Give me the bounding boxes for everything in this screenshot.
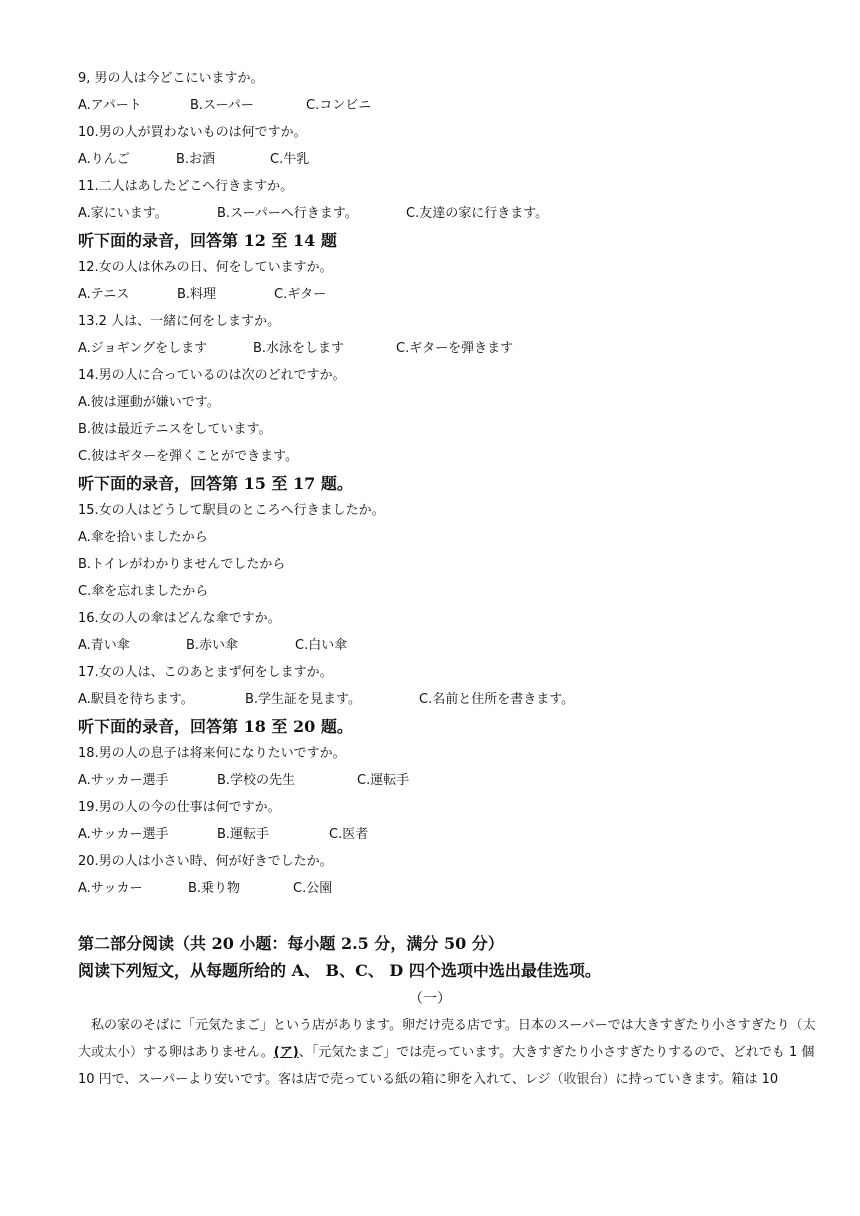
option-b: B.乗り物 bbox=[188, 881, 241, 896]
question-15: 15.女の人はどうして駅員のところへ行きましたか。 bbox=[78, 503, 385, 518]
option-c: C.ギターを弾きます bbox=[396, 341, 514, 356]
option-c: C.コンビニ bbox=[306, 98, 372, 113]
option-c: C.ギター bbox=[274, 287, 327, 302]
option-b: B.学校の先生 bbox=[217, 773, 296, 788]
option-a: A.りんご bbox=[78, 152, 130, 167]
option-a: A.サッカー選手 bbox=[78, 773, 169, 788]
passage-text: 私の家のそばに「元気たまご」という店があります。卵だけ売る店です。日本のスーパーでは大きすぎたり小さすぎたり bbox=[78, 1018, 790, 1033]
option-c: C.医者 bbox=[329, 827, 369, 842]
option-c: C.友達の家に行きます。 bbox=[406, 206, 549, 221]
passage-number: （一） bbox=[409, 991, 451, 1007]
section-heading: 听下面的录音，回答第 12 至 14 题 bbox=[78, 231, 337, 250]
question-10: 10.男の人が買わないものは何ですか。 bbox=[78, 125, 307, 140]
option-b: B.スーパー bbox=[190, 98, 254, 113]
option-b: B.水泳をします bbox=[253, 341, 345, 356]
question-11: 11.二人はあしたどこへ行きますか。 bbox=[78, 179, 294, 194]
option-b: B.スーパーへ行きます。 bbox=[217, 206, 358, 221]
passage-gloss: （收银台） bbox=[550, 1072, 616, 1087]
option-a: A.青い傘 bbox=[78, 638, 130, 653]
option-a: A.駅員を待ちます。 bbox=[78, 692, 194, 707]
question-12: 12.女の人は休みの日、何をしていますか。 bbox=[78, 260, 333, 275]
option-a: A.傘を拾いましたから bbox=[78, 530, 208, 545]
question-13: 13.2 人は、一緒に何をしますか。 bbox=[78, 314, 281, 329]
passage-line-1 bbox=[78, 1017, 816, 1035]
section-heading: 听下面的录音，回答第 15 至 17 题。 bbox=[78, 474, 353, 493]
question-17: 17.女の人は、このあとまず何をしますか。 bbox=[78, 665, 333, 680]
option-a: A.家にいます。 bbox=[78, 206, 168, 221]
option-c: C.運転手 bbox=[357, 773, 410, 788]
question-20: 20.男の人は小さい時、何が好きでしたか。 bbox=[78, 854, 333, 869]
option-c: C.牛乳 bbox=[270, 152, 310, 167]
option-c: C.彼はギターを弾くことができます。 bbox=[78, 449, 299, 464]
option-c: C.白い傘 bbox=[295, 638, 348, 653]
section-heading: 听下面的录音，回答第 18 至 20 题。 bbox=[78, 717, 353, 736]
passage-text: に持っていきます。箱は 10 bbox=[615, 1072, 779, 1087]
question-9: 9, 男の人は今どこにいますか。 bbox=[78, 71, 264, 86]
part2-instruction: 阅读下列短文，从每题所给的 A、 B、C、 D 四个选项中选出最佳选项。 bbox=[78, 961, 601, 980]
option-c: C.公園 bbox=[293, 881, 333, 896]
passage-line-2 bbox=[78, 1044, 814, 1062]
blank-marker: (ア) bbox=[273, 1045, 299, 1060]
option-c: C.名前と住所を書きます。 bbox=[419, 692, 575, 707]
option-b: B.彼は最近テニスをしています。 bbox=[78, 422, 272, 437]
option-c: C.傘を忘れましたから bbox=[78, 584, 209, 599]
passage-text: 10 円で、スーパーより安いです。客は店で売っている紙の箱に卵を入れて、レジ bbox=[78, 1072, 551, 1087]
option-a: A.彼は運動が嫌いです。 bbox=[78, 395, 220, 410]
passage-text: する卵はありません。 bbox=[143, 1045, 274, 1060]
option-a: A.アパート bbox=[78, 98, 142, 113]
option-b: B.トイレがわかりませんでしたから bbox=[78, 557, 286, 572]
option-a: A.サッカー選手 bbox=[78, 827, 169, 842]
passage-gloss: 大或太小） bbox=[78, 1045, 144, 1060]
option-b: B.料理 bbox=[177, 287, 217, 302]
passage-line-3 bbox=[78, 1071, 778, 1089]
part2-title: 第二部分阅读（共 20 小题：每小题 2.5 分，满分 50 分） bbox=[78, 934, 504, 953]
option-a: A.テニス bbox=[78, 287, 130, 302]
option-a: A.ジョギングをします bbox=[78, 341, 208, 356]
option-b: B.運転手 bbox=[217, 827, 270, 842]
question-14: 14.男の人に合っているのは次のどれですか。 bbox=[78, 368, 346, 383]
question-18: 18.男の人の息子は将来何になりたいですか。 bbox=[78, 746, 346, 761]
option-b: B.お酒 bbox=[176, 152, 216, 167]
option-b: B.学生証を見ます。 bbox=[245, 692, 362, 707]
question-16: 16.女の人の傘はどんな傘ですか。 bbox=[78, 611, 281, 626]
passage-text: 、「元気たまご」では売っています。大きすぎたり小さすぎたりするので、どれでも 1 個 bbox=[298, 1045, 815, 1060]
option-a: A.サッカー bbox=[78, 881, 143, 896]
passage-gloss: （太 bbox=[789, 1018, 816, 1033]
question-19: 19.男の人の今の仕事は何ですか。 bbox=[78, 800, 281, 815]
option-b: B.赤い傘 bbox=[186, 638, 239, 653]
